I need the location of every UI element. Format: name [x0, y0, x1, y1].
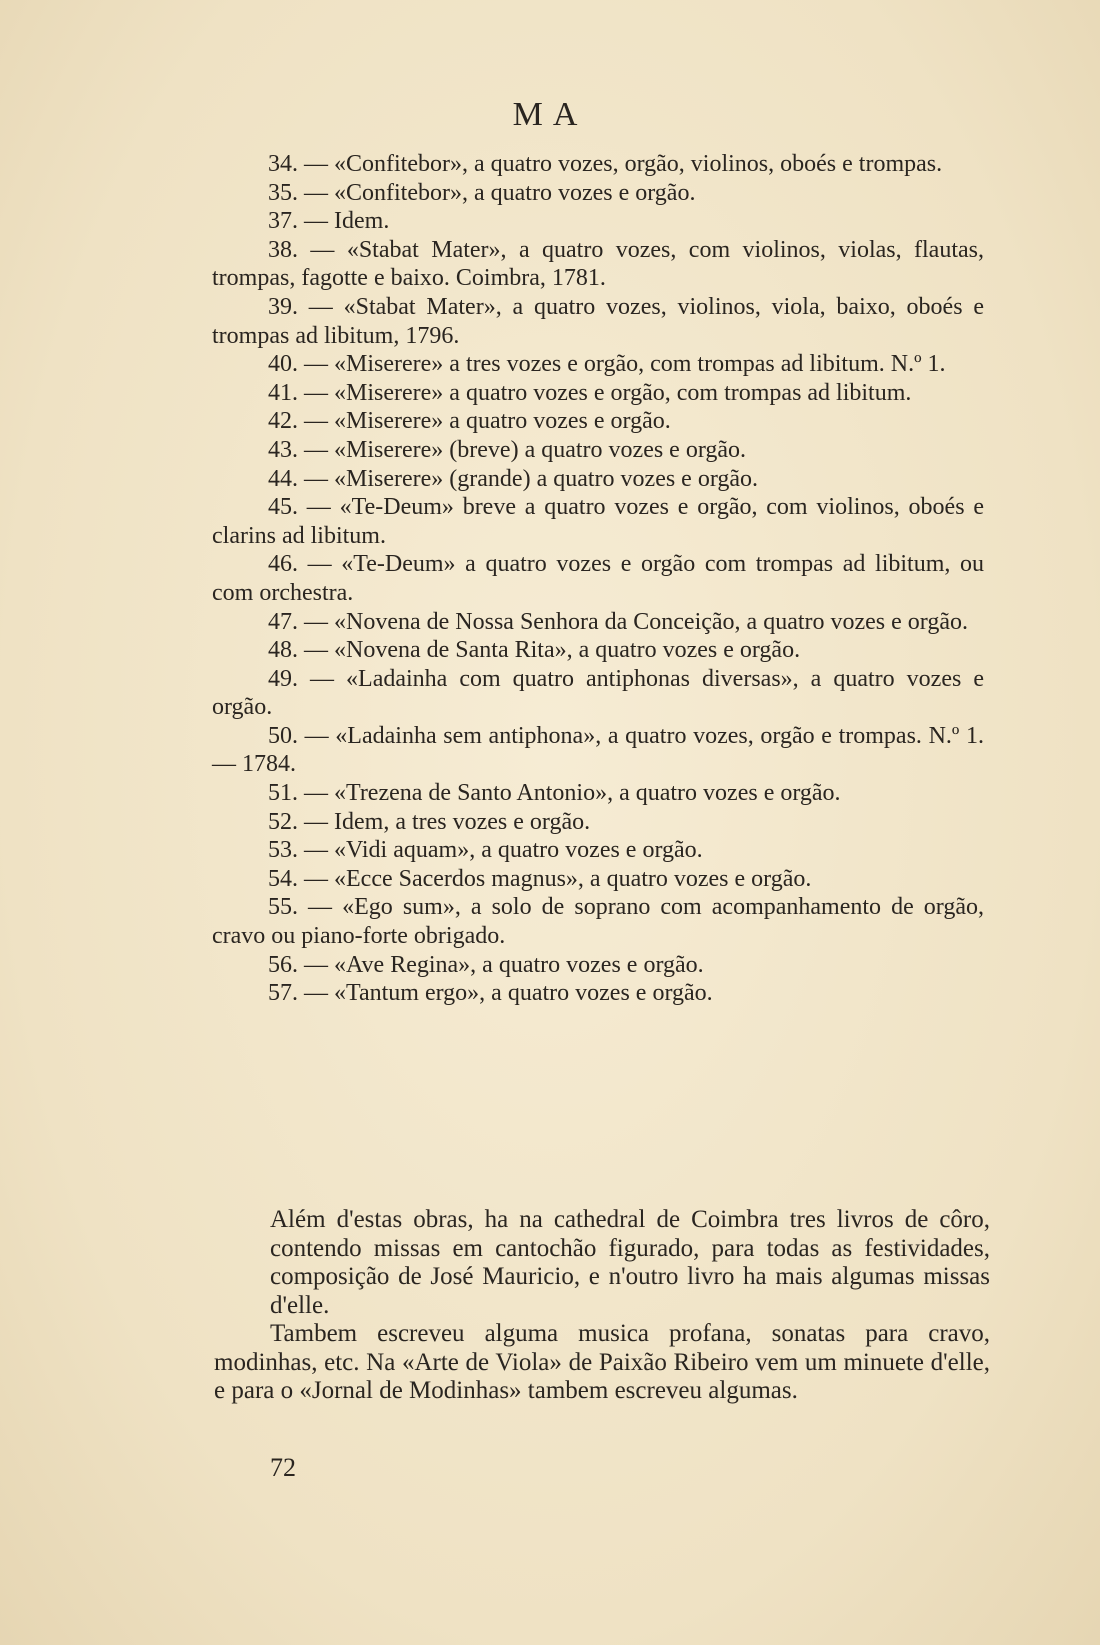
list-item: 50. — «Ladainha sem antiphona», a quatro vozes, orgão e trompas. N.º 1. — 1784. — [212, 722, 984, 778]
list-item: 44. — «Miserere» (grande) a quatro vozes e orgão. — [268, 465, 759, 492]
list-item: 48. — «Novena de Santa Rita», a quatro vozes e orgão. — [268, 637, 801, 664]
list-item: 46. — «Te-Deum» a quatro vozes e orgão com trompas ad libitum, ou com orchestra. — [212, 551, 984, 606]
list-item: 57. — «Tantum ergo», a quatro vozes e orgão. — [268, 980, 713, 1007]
body-text — [214, 1206, 990, 1406]
paragraph: Tambem escreveu alguma musica profana, sonatas para cravo, modinhas, etc. Na «Arte de Viola» de Paixão Ribeiro vem um minuete d'elle, e para o «Jornal de Modinhas» tambem escreveu algumas. — [214, 1320, 990, 1404]
list-item: 49. — «Ladainha com quatro antiphonas diversas», a quatro vozes e orgão. — [212, 665, 984, 721]
list-item: 56. — «Ave Regina», a quatro vozes e orgão. — [268, 951, 704, 978]
list-item: 41. — «Miserere» a quatro vozes e orgão, com trompas ad libitum. — [268, 379, 912, 406]
list-item: 54. — «Ecce Sacerdos magnus», a quatro vozes e orgão. — [268, 865, 812, 892]
list-item: 38. — «Stabat Mater», a quatro vozes, com violinos, violas, flautas, trompas, fagotte e baixo. Coimbra, 1781. — [212, 236, 984, 292]
list-item: 47. — «Novena de Nossa Senhora da Conceição, a quatro vozes e orgão. — [268, 608, 969, 635]
list-item: 40. — «Miserere» a tres vozes e orgão, com trompas ad libitum. N.º 1. — [268, 351, 946, 378]
paragraph: Além d'estas obras, ha na cathedral de Coimbra tres livros de côro, contendo missas em cantochão figurado, para todas as festividades, composição de José Mauricio, e n'outro livro ha mais algumas missas d'elle. — [270, 1206, 990, 1319]
list-item: 52. — Idem, a tres vozes e orgão. — [268, 808, 591, 835]
list-item: 39. — «Stabat Mater», a quatro vozes, violinos, viola, baixo, oboés e trompas ad libitum, 1796. — [212, 293, 984, 349]
works-list — [212, 150, 984, 1008]
list-item: 53. — «Vidi aquam», a quatro vozes e orgão. — [268, 837, 703, 864]
list-item: 55. — «Ego sum», a solo de soprano com acompanhamento de orgão, cravo ou piano-forte obrigado. — [212, 894, 984, 950]
running-header: MA — [512, 96, 588, 133]
list-item: 34. — «Confitebor», a quatro vozes, orgão, violinos, oboés e trompas. — [268, 151, 943, 177]
page-number: 72 — [270, 1453, 296, 1482]
list-item: 37. — Idem. — [268, 208, 390, 235]
list-item: 45. — «Te-Deum» breve a quatro vozes e orgão, com violinos, oboés e clarins ad libitum. — [212, 494, 984, 549]
list-item: 51. — «Trezena de Santo Antonio», a quatro vozes e orgão. — [268, 780, 841, 807]
list-item: 43. — «Miserere» (breve) a quatro vozes e orgão. — [268, 436, 747, 463]
list-item: 35. — «Confitebor», a quatro vozes e orgão. — [268, 179, 696, 206]
list-item: 42. — «Miserere» a quatro vozes e orgão. — [268, 408, 671, 435]
